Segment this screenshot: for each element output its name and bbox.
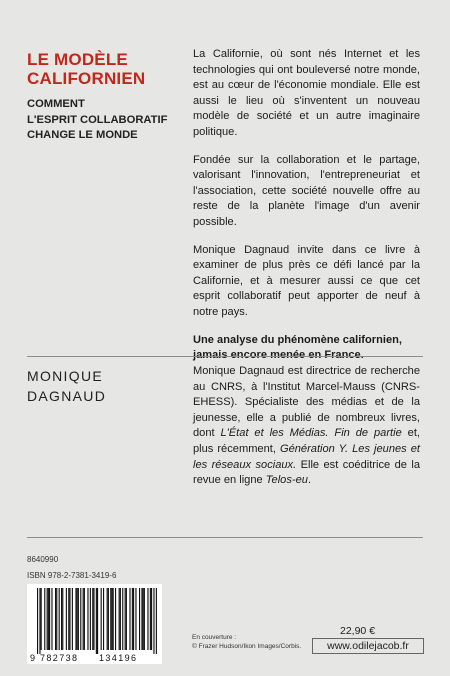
barcode-bar	[141, 588, 142, 650]
barcode-bar	[69, 588, 70, 650]
publisher-website: www.odilejacob.fr	[312, 638, 424, 654]
barcode-bar	[83, 588, 84, 650]
book-description	[193, 47, 420, 376]
barcode-bar	[59, 588, 60, 650]
barcode-bar	[96, 588, 97, 654]
barcode-bar	[77, 588, 78, 650]
description-paragraph-3: Monique Dagnaud invite dans ce livre à examiner de plus près ce défi lancé par la Californie, et à mesurer aussi ce que cet esprit collaboratif peut apporter de neuf à notre pays.	[193, 243, 420, 318]
description-tagline: Une analyse du phénomène californien,	[193, 333, 402, 346]
barcode-bar	[75, 588, 76, 650]
barcode-bar	[80, 588, 81, 650]
barcode-bar	[78, 588, 79, 650]
barcode-bar	[51, 588, 52, 650]
barcode-bar	[108, 588, 109, 650]
barcode-bar	[56, 588, 57, 650]
price: 22,90 €	[340, 625, 376, 637]
barcode-bar	[49, 588, 50, 650]
cover-credits: © Frazer Hudson/Ikon Images/Corbis.	[192, 643, 302, 650]
barcode-bar	[115, 588, 116, 650]
top-divider	[27, 356, 423, 357]
barcode-bar	[72, 588, 73, 650]
isbn: ISBN 978-2-7381-3419-6	[27, 571, 117, 580]
barcode-bar	[61, 588, 62, 650]
barcode-bar	[93, 588, 94, 650]
barcode-bar	[126, 588, 127, 650]
barcode-bar	[90, 588, 91, 650]
barcode-bar	[41, 588, 42, 650]
barcode-bar	[132, 588, 133, 650]
barcode-digit-first: 9	[30, 653, 36, 663]
barcode-bar	[119, 588, 120, 650]
description-paragraph-1: La Californie, où sont nés Internet et les technologies qui ont bouleversé notre monde, est au cœur de l'économie mondiale. Elle est aussi le lieu où s'inventent un nouveau modèle de société et un autre imaginaire politique.	[193, 48, 420, 138]
author-name: MONIQUE DAGNAUD	[27, 368, 107, 404]
barcode-group-left: 782738	[40, 653, 79, 663]
barcode-bar	[55, 588, 56, 650]
barcode-bar	[143, 588, 144, 650]
book-title: LE MODÈLE CALIFORNIEN	[27, 50, 146, 88]
barcode-bar	[84, 588, 85, 650]
barcode-bar	[44, 588, 45, 650]
barcode-bar	[113, 588, 114, 650]
book-reference-2: Génération Y. Les jeunes et les réseaux sociaux.	[193, 442, 420, 471]
barcode-bar	[66, 588, 67, 650]
journal-reference: Telos-eu	[265, 474, 308, 487]
barcode-bar	[68, 588, 69, 650]
book-subtitle: COMMENT L'ESPRIT COLLABORATIF CHANGE LE MONDE	[27, 98, 168, 141]
barcode-bar	[39, 588, 40, 654]
barcode-bar	[111, 588, 112, 650]
author-bio: Monique Dagnaud est directrice de recherche au CNRS, à l'Institut Marcel-Mauss (CNRS-EHESS). Spécialiste des médias et de la jeunesse, elle a publié de nombreux livres, dont L'État et les Médias. Fin de partie et, plus récemment, Génération Y. Les jeunes et les réseaux sociaux. Elle est coéditrice de la revue en ligne Telos-eu.	[193, 365, 420, 487]
barcode-bar	[144, 588, 145, 650]
bottom-divider	[27, 537, 423, 538]
barcode-bar	[156, 588, 157, 654]
barcode-bar	[47, 588, 48, 650]
barcode-bar	[135, 588, 136, 650]
book-reference-1: L'État et les Médias. Fin de partie	[220, 427, 402, 440]
barcode-bar	[107, 588, 108, 650]
barcode-bar	[122, 588, 123, 650]
description-paragraph-2: Fondée sur la collaboration et le partage, valorisant l'innovation, l'entrepreneuriat et l'association, cette société nouvelle offre au reste de la planète l'image d'un avenir possible.	[193, 153, 420, 228]
title-block	[27, 50, 187, 144]
barcode-bar	[125, 588, 126, 650]
barcode-bar	[101, 588, 102, 650]
barcode-bar	[62, 588, 63, 650]
barcode-bar	[139, 588, 140, 650]
barcode-bar	[87, 588, 88, 650]
barcode-bar	[110, 588, 111, 650]
barcode-bar	[92, 588, 93, 650]
barcode-bar	[150, 588, 151, 650]
credits-label: En couverture :	[192, 634, 237, 641]
barcode-bar	[129, 588, 130, 650]
barcode-bar	[97, 588, 98, 654]
barcode-group-right: 134196	[99, 653, 138, 663]
product-code: 8640990	[27, 555, 59, 564]
barcode-bar	[48, 588, 49, 650]
barcode-bar	[153, 588, 154, 654]
barcode-bar	[151, 588, 152, 650]
barcode-bar	[37, 588, 38, 654]
barcode-bar	[147, 588, 148, 650]
barcode	[27, 584, 162, 664]
barcode-bar	[120, 588, 121, 650]
barcode-bar	[133, 588, 134, 650]
barcode-bar	[103, 588, 104, 650]
